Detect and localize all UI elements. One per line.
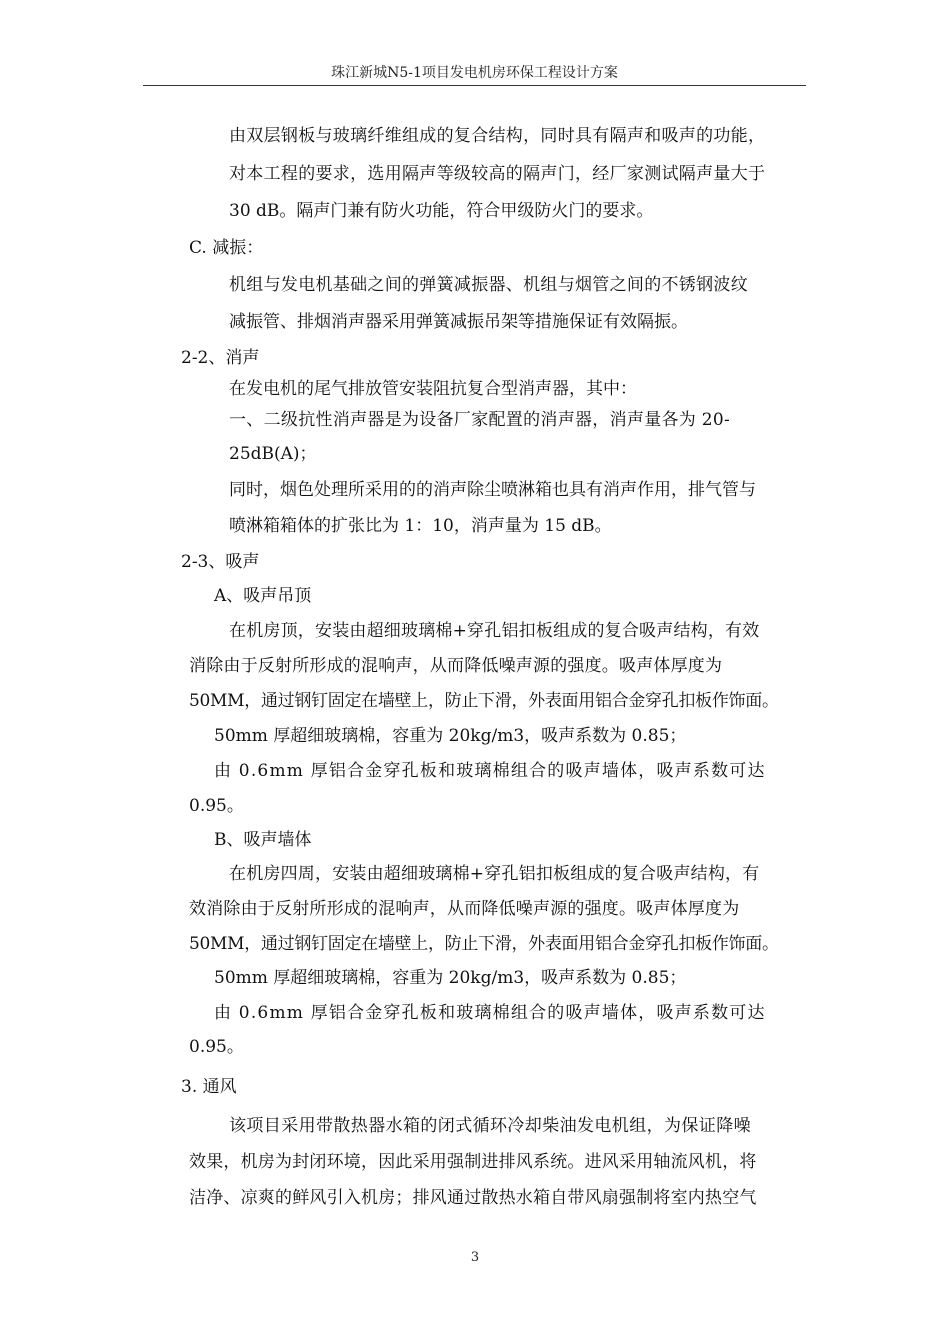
body-line: 0.95。 — [189, 796, 244, 816]
section-heading-2-3: 2-3、吸声 — [181, 552, 260, 572]
body-line: 由 0.6mm 厚铝合金穿孔板和玻璃棉组合的吸声墙体，吸声系数可达 — [214, 761, 766, 781]
body-line: 效消除由于反射所形成的混响声，从而降低噪声源的强度。吸声体厚度为 — [189, 899, 740, 919]
subsection-heading-a: A、吸声吊顶 — [214, 586, 312, 606]
body-line: 0.95。 — [189, 1037, 244, 1057]
body-line: 50MM，通过钢钉固定在墙壁上，防止下滑，外表面用铝合金穿孔扣板作饰面。 — [189, 691, 779, 711]
body-line: 25dB(A)； — [229, 444, 317, 464]
section-heading-c: C. 减振： — [189, 238, 264, 258]
body-line: 30 dB。隔声门兼有防火功能，符合甲级防火门的要求。 — [229, 201, 654, 221]
page-header-title: 珠江新城N5-1项目发电机房环保工程设计方案 — [331, 65, 618, 81]
body-line: 减振管、排烟消声器采用弹簧减振吊架等措施保证有效隔振。 — [229, 312, 688, 332]
header-rule — [143, 85, 806, 86]
body-line: 消除由于反射所形成的混响声，从而降低噪声源的强度。吸声体厚度为 — [189, 656, 723, 676]
section-heading-3: 3. 通风 — [181, 1077, 237, 1097]
body-line: 50mm 厚超细玻璃棉，容重为 20kg/m3，吸声系数为 0.85； — [214, 968, 687, 988]
body-line: 在机房顶，安装由超细玻璃棉+穿孔铝扣板组成的复合吸声结构，有效 — [229, 621, 760, 641]
body-line: 一、二级抗性消声器是为设备厂家配置的消声器，消声量各为 20- — [229, 410, 731, 430]
body-line: 由双层钢板与玻璃纤维组成的复合结构，同时具有隔声和吸声的功能， — [229, 126, 766, 146]
body-line: 在机房四周，安装由超细玻璃棉+穿孔铝扣板组成的复合吸声结构，有 — [229, 864, 760, 884]
body-line: 在发电机的尾气排放管安装阻抗复合型消声器，其中： — [229, 379, 637, 399]
body-line: 喷淋箱箱体的扩张比为 1：10，消声量为 15 dB。 — [229, 516, 612, 536]
subsection-heading-b: B、吸声墙体 — [214, 830, 312, 850]
section-heading-2-2: 2-2、消声 — [181, 348, 260, 368]
body-line: 50MM，通过钢钉固定在墙壁上，防止下滑，外表面用铝合金穿孔扣板作饰面。 — [189, 934, 779, 954]
body-line: 50mm 厚超细玻璃棉，容重为 20kg/m3，吸声系数为 0.85； — [214, 726, 687, 746]
body-line: 效果，机房为封闭环境，因此采用强制进排风系统。进风采用轴流风机，将 — [189, 1152, 757, 1172]
body-line: 对本工程的要求，选用隔声等级较高的隔声门，经厂家测试隔声量大于 — [229, 164, 766, 184]
body-line: 同时，烟色处理所采用的的消声除尘喷淋箱也具有消声作用，排气管与 — [229, 480, 756, 500]
page-number: 3 — [470, 1250, 480, 1265]
body-line: 机组与发电机基础之间的弹簧减振器、机组与烟管之间的不锈钢波纹 — [229, 275, 748, 295]
body-line: 由 0.6mm 厚铝合金穿孔板和玻璃棉组合的吸声墙体，吸声系数可达 — [214, 1003, 766, 1023]
body-line: 该项目采用带散热器水箱的闭式循环冷却柴油发电机组，为保证降噪 — [229, 1116, 751, 1136]
body-line: 洁净、凉爽的鲜风引入机房；排风通过散热水箱自带风扇强制将室内热空气 — [189, 1188, 757, 1208]
